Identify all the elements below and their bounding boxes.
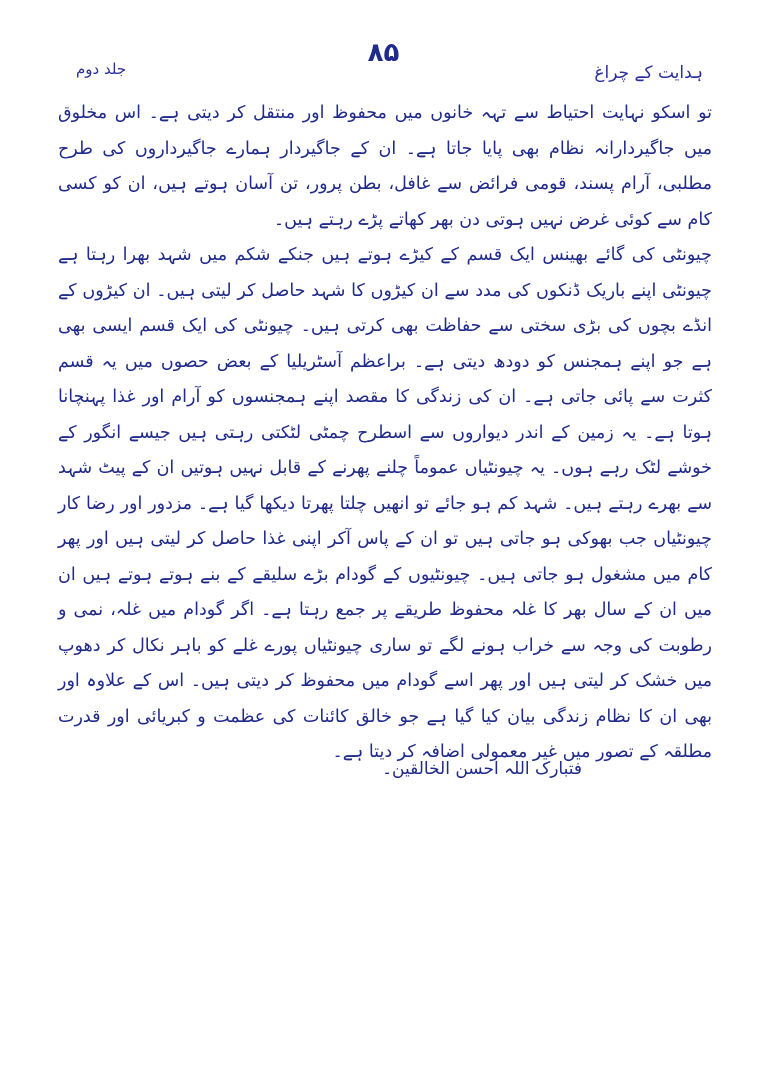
- book-title-header: ہدایت کے چراغ: [594, 63, 703, 83]
- paragraph: چیونٹی کی گائے بھینس ایک قسم کے کیڑے ہوتے ہیں جنکے شکم میں شہد بھرا رہتا ہے چیونٹی اپنے باریک ڈنکوں کی مدد سے ان کیڑوں کا شہد حاصل کر لیتی ہیں۔ ان کیڑوں کے انڈے بچوں کی بڑی سختی سے حفاظت بھی کرتی ہیں۔ چیونٹی کی ایک قسم ایسی بھی ہے جو اپنے ہمجنس کو دودھ دیتی ہے۔ براعظم آسٹریلیا کے بعض حصوں میں یہ قسم کثرت سے پائی جاتی ہے۔ ان کی زندگی کا مقصد اپنے ہمجنسوں کو آرام اور غذا پہنچانا ہوتا ہے۔ یہ زمین کے اندر دیواروں سے اسطرح چمٹی لٹکتی رہتی ہیں جیسے انگور کے خوشے لٹک رہے ہوں۔ یہ چیونٹیاں عموماً چلنے پھرنے کے قابل نہیں ہوتیں ان کے پیٹ شہد سے بھرے رہتے ہیں۔ شہد کم ہو جائے تو انھیں چلتا پھرتا دیکھا گیا ہے۔ مزدور اور رضا کار چیونٹیاں جب بھوکی ہو جاتی ہیں تو ان کے پاس آکر اپنی غذا حاصل کر لیتی ہیں اور پھر کام میں مشغول ہو جاتی ہیں۔ چیونٹیوں کے گودام بڑے سلیقے کے بنے ہوتے ہوتے ہیں ان میں ان کے سال بھر کا غلہ محفوظ طریقے پر جمع رہتا ہے۔ اگر گودام میں غلہ، نمی و رطوبت کی وجہ سے خراب ہونے لگے تو ساری چیونٹیاں پورے غلے کو باہر نکال کر دھوپ میں خشک کر لیتی ہیں اور پھر اسے گودام میں محفوظ کر دیتی ہیں۔ اس کے علاوہ اور بھی ان کا نظام زندگی بیان کیا گیا ہے جو خالق کائنات کی عظمت و کبریائی اور قدرت مطلقہ کے تصور میں غیر معمولی اضافہ کر دیتا ہے۔: [58, 245, 712, 762]
- closing-line: فتبارک اللہ احسن الخالقین۔: [382, 759, 582, 779]
- body-text: [58, 96, 712, 771]
- page-number: ۸۵: [367, 38, 400, 68]
- paragraph: تو اسکو نہایت احتیاط سے تہہ خانوں میں محفوظ اور منتقل کر دیتی ہے۔ اس مخلوق میں جاگیردارانہ نظام بھی پایا جاتا ہے۔ ان کے جاگیردار ہمارے جاگیرداروں کی طرح مطلبی، آرام پسند، قومی فرائض سے غافل، بطن پرور، تن آسان ہوتے ہیں، ان کو کسی کام سے کوئی غرض نہیں ہوتی دن بھر کھاتے پڑے رہتے ہیں۔: [58, 103, 712, 230]
- volume-header: جلد دوم: [76, 60, 127, 78]
